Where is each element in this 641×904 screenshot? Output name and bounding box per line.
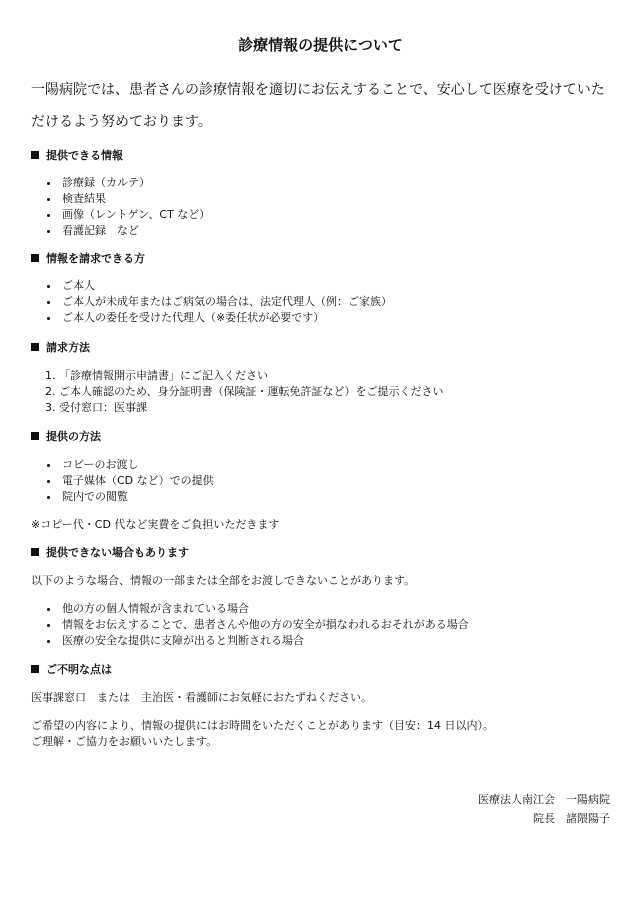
step-item: 1. 「診療情報開示申請書」にご記入ください [45, 369, 268, 382]
bullet-dot-icon [47, 230, 50, 233]
list-item: 検査結果 [31, 191, 616, 207]
list-item: ご本人が未成年またはご病気の場合は、法定代理人（例：ご家族） [31, 294, 616, 310]
bullet-dot-icon [47, 640, 50, 643]
exceptions-lead: 以下のような場合、情報の一部または全部をお渡しできないことがあります。 [31, 574, 416, 587]
list-item: 画像（レントゲン、CT など） [31, 207, 616, 223]
section-method [31, 340, 616, 416]
bullet-dot-icon [47, 496, 50, 499]
square-bullet-icon [31, 665, 39, 673]
info-list [31, 175, 616, 239]
delivery-list [31, 457, 616, 505]
section-exceptions [31, 545, 616, 649]
section-heading: 請求方法 [31, 340, 616, 356]
bullet-dot-icon [47, 285, 50, 288]
list-item: 情報をお伝えすることで、患者さんや他の方の安全が損なわれるおそれがある場合 [31, 617, 616, 633]
list-item: コピーのお渡し [31, 457, 616, 473]
list-item: 他の方の個人情報が含まれている場合 [31, 601, 616, 617]
bullet-dot-icon [47, 608, 50, 611]
list-item: 電子媒体（CD など）での提供 [31, 473, 616, 489]
page-title: 診療情報の提供について [238, 36, 403, 54]
list-item: 医療の安全な提供に支障が出ると判断される場合 [31, 633, 616, 649]
method-steps [31, 368, 616, 416]
bullet-dot-icon [47, 480, 50, 483]
closing-line: ご理解・ご協力をお願いいたします。 [31, 735, 218, 748]
cost-note: ※コピー代・CD 代など実費をご負担いただきます [31, 518, 280, 531]
list-item: ご本人 [31, 278, 616, 294]
intro-paragraph: 一陽病院では、患者さんの診療情報を適切にお伝えすることで、安心して医療を受けていただけるよう努めております。 [31, 82, 605, 130]
step-item: 3. 受付窓口：医事課 [45, 401, 147, 414]
signature-director: 院長 諸隈陽子 [533, 812, 610, 825]
square-bullet-icon [31, 151, 39, 159]
square-bullet-icon [31, 254, 39, 262]
section-heading: 提供できない場合もあります [31, 545, 616, 561]
square-bullet-icon [31, 432, 39, 440]
contact-line: 医事課窓口 または 主治医・看護師にお気軽におたずねください。 [31, 691, 372, 704]
requesters-list [31, 278, 616, 326]
section-info [31, 148, 616, 239]
section-heading: ご不明な点は [31, 662, 616, 678]
bullet-dot-icon [47, 464, 50, 467]
bullet-dot-icon [47, 301, 50, 304]
square-bullet-icon [31, 343, 39, 351]
list-item: 看護記録 など [31, 223, 616, 239]
section-contact [31, 662, 616, 750]
timing-note: ご希望の内容により、情報の提供にはお時間をいただくことがあります（目安：14 日以内）。 [31, 719, 494, 732]
list-item: ご本人の委任を受けた代理人（※委任状が必要です） [31, 310, 616, 326]
section-heading: 情報を請求できる方 [31, 251, 616, 267]
bullet-dot-icon [47, 624, 50, 627]
square-bullet-icon [31, 548, 39, 556]
list-item: 院内での閲覧 [31, 489, 616, 505]
section-heading: 提供できる情報 [31, 148, 616, 164]
signature-org: 医療法人南江会 一陽病院 [478, 793, 610, 806]
section-delivery [31, 429, 616, 533]
list-item: 診療録（カルテ） [31, 175, 616, 191]
exceptions-list [31, 601, 616, 649]
bullet-dot-icon [47, 214, 50, 217]
step-item: 2. ご本人確認のため、身分証明書（保険証・運転免許証など）をご提示ください [45, 385, 444, 398]
bullet-dot-icon [47, 182, 50, 185]
bullet-dot-icon [47, 198, 50, 201]
section-requesters [31, 251, 616, 326]
bullet-dot-icon [47, 317, 50, 320]
section-heading: 提供の方法 [31, 429, 616, 445]
